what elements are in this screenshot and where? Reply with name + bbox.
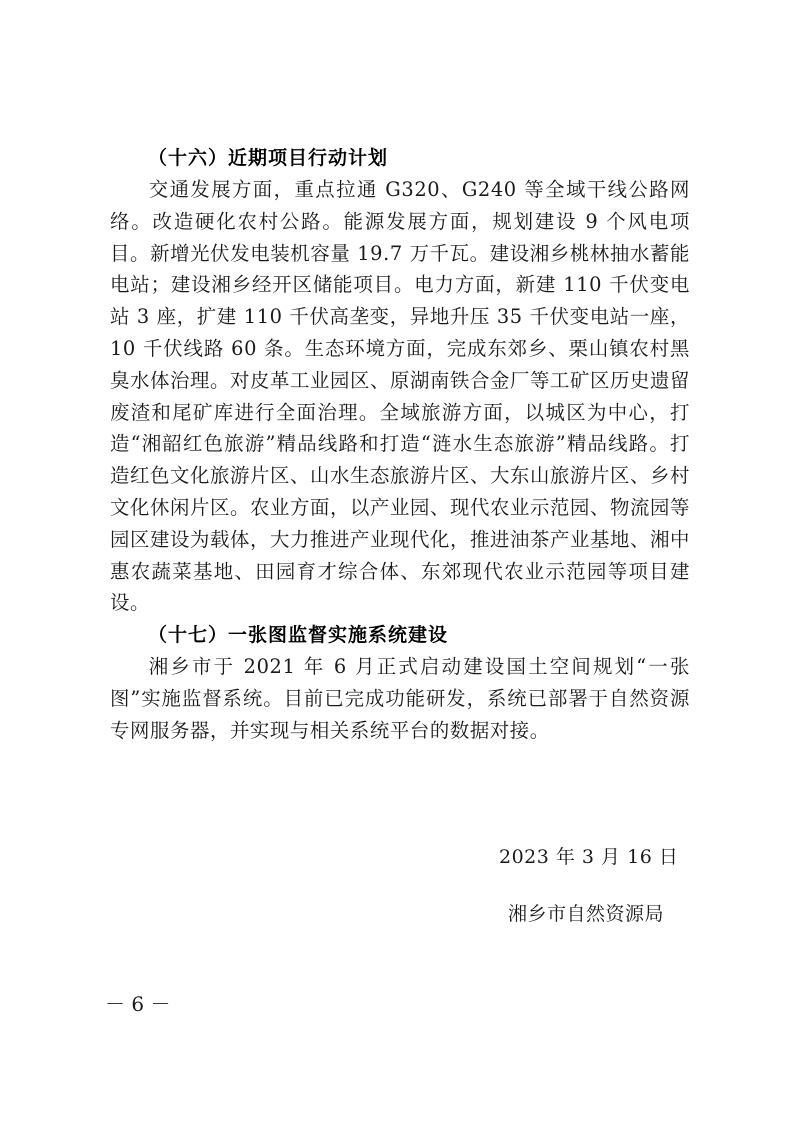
document-body (110, 142, 690, 747)
section-17-heading: （十七）一张图监督实施系统建设 (148, 624, 449, 647)
document-date: 2023 年 3 月 16 日 (499, 846, 679, 868)
page-number: － 6 － (105, 992, 171, 1016)
section-17-paragraph: 湘乡市于 2021 年 6 月正式启动建设国土空间规划“一张图”实施监督系统。目前已完成功能研发，系统已部署于自然资源专网服务器，并实现与相关系统平台的数据对接。 (110, 655, 690, 742)
section-16-paragraph: 交通发展方面，重点拉通 G320、G240 等全域干线公路网络。改造硬化农村公路。能源发展方面，规划建设 9 个风电项目。新增光伏发电装机容量 19.7 万千瓦。建设湘乡桃林抽水蓄能电站；建设湘乡经开区储能项目。电力方面，新建 110 千伏变电站 3 座，扩建 110 千伏高垄变，异地升压 35 千伏变电站一座，10 千伏线路 60 条。生态环境方面，完成东郊乡、栗山镇农村黑臭水体治理。对皮革工业园区、原湖南铁合金厂等工矿区历史遗留废渣和尾矿库进行全面治理。全域旅游方面，以城区为中心，打造“湘韶红色旅游”精品线路和打造“涟水生态旅游”精品线路。打造红色文化旅游片区、山水生态旅游片区、大东山旅游片区、乡村文化休闲片区。农业方面，以产业园、现代农业示范园、物流园等园区建设为载体，大力推进产业现代化，推进油茶产业基地、湘中惠农蔬菜基地、田园育才综合体、东郊现代农业示范园等项目建设。 (110, 178, 690, 615)
section-16-heading: （十六）近期项目行动计划 (148, 147, 389, 169)
issuing-authority-signature: 湘乡市自然资源局 (508, 903, 665, 925)
